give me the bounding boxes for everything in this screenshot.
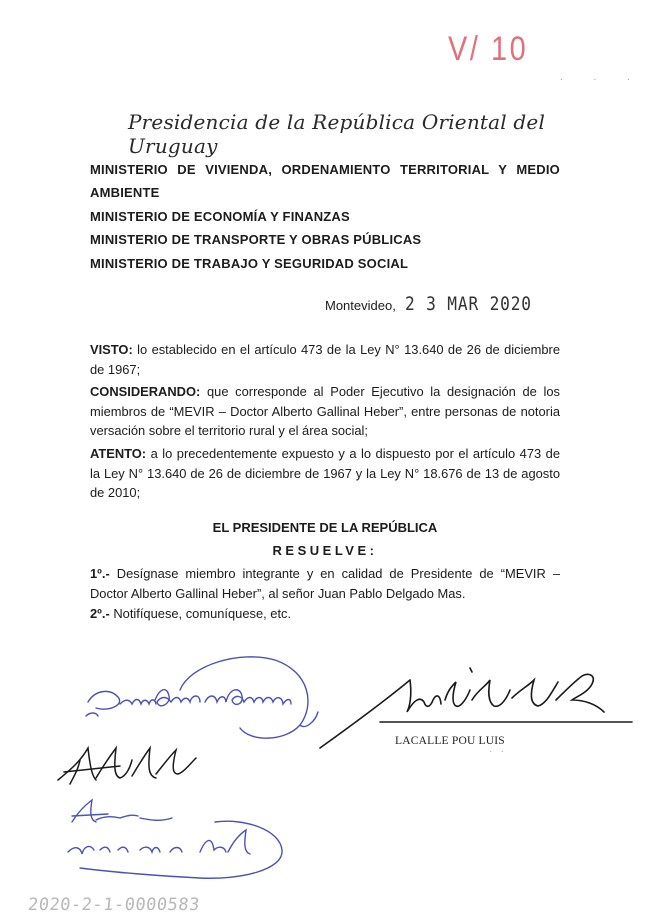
ministries-block <box>90 158 560 275</box>
signature-minister-2 <box>58 748 196 784</box>
resolution-text: Notifíquese, comuníquese, etc. <box>109 606 292 621</box>
date-stamp: 2 3 MAR 2020 <box>405 293 533 315</box>
presidency-header: Presidencia de la República Oriental del Uruguay <box>128 110 546 158</box>
resolution-item <box>90 564 560 604</box>
atento-paragraph <box>90 444 560 503</box>
name-dots: . . <box>490 748 508 754</box>
visto-paragraph <box>90 340 560 379</box>
dateline <box>325 293 555 315</box>
atento-text: a lo precedentemente expuesto y a lo dispuesto por el artículo 473 de la Ley N° 13.640 de 26 de diciembre de 1967 y la Ley N° 18.676 de 13 de agosto de 2010; <box>90 445 560 501</box>
signature-minister-4 <box>68 821 282 878</box>
resolution-number: 1º.- <box>90 566 110 581</box>
ministry-line: MINISTERIO DE VIVIENDA, ORDENAMIENTO TERRITORIAL Y MEDIO <box>90 162 560 177</box>
ministry-line: MINISTERIO DE TRABAJO Y SEGURIDAD SOCIAL <box>90 255 409 271</box>
resuelve-heading: RESUELVE: <box>272 543 378 558</box>
visto-label: VISTO: <box>90 342 133 357</box>
considerando-text: que corresponde al Poder Ejecutivo la designación de los miembros de “MEVIR – Doctor Alberto Gallinal Heber”, entre personas de notoria versación sobre el territorio rural y el área social; <box>90 384 560 439</box>
president-printed-name: LACALLE POU LUIS <box>395 735 505 747</box>
stamp-dots: . . . <box>560 72 644 83</box>
considerando-paragraph <box>90 382 560 441</box>
signature-minister-3 <box>72 800 172 822</box>
resolution-item <box>90 604 560 624</box>
body-text <box>90 340 560 503</box>
resolutions-block <box>90 564 560 624</box>
signature-minister-1 <box>86 657 318 738</box>
document-number: 2020-2-1-0000583 <box>26 895 201 915</box>
visto-text: lo establecido en el artículo 473 de la Ley N° 13.640 de 26 de diciembre de 1967; <box>90 342 560 377</box>
ministry-line: MINISTERIO DE ECONOMÍA Y FINANZAS <box>90 208 350 224</box>
president-title: EL PRESIDENTE DE LA REPÚBLICA <box>212 520 438 535</box>
ministry-line: AMBIENTE <box>90 185 160 200</box>
atento-label: ATENTO: <box>90 445 147 461</box>
ministry-line: MINISTERIO DE TRANSPORTE Y OBRAS PÚBLICAS <box>90 232 422 247</box>
date-place: Montevideo, <box>325 298 396 313</box>
resolution-number: 2º.- <box>90 606 110 621</box>
folio-stamp: V/ 10 <box>448 30 529 68</box>
resolution-text: Desígnase miembro integrante y en calidad de Presidente de “MEVIR – Doctor Alberto Gallinal Heber”, al señor Juan Pablo Delgado Mas. <box>90 566 560 601</box>
considerando-label: CONSIDERANDO: <box>90 384 201 400</box>
